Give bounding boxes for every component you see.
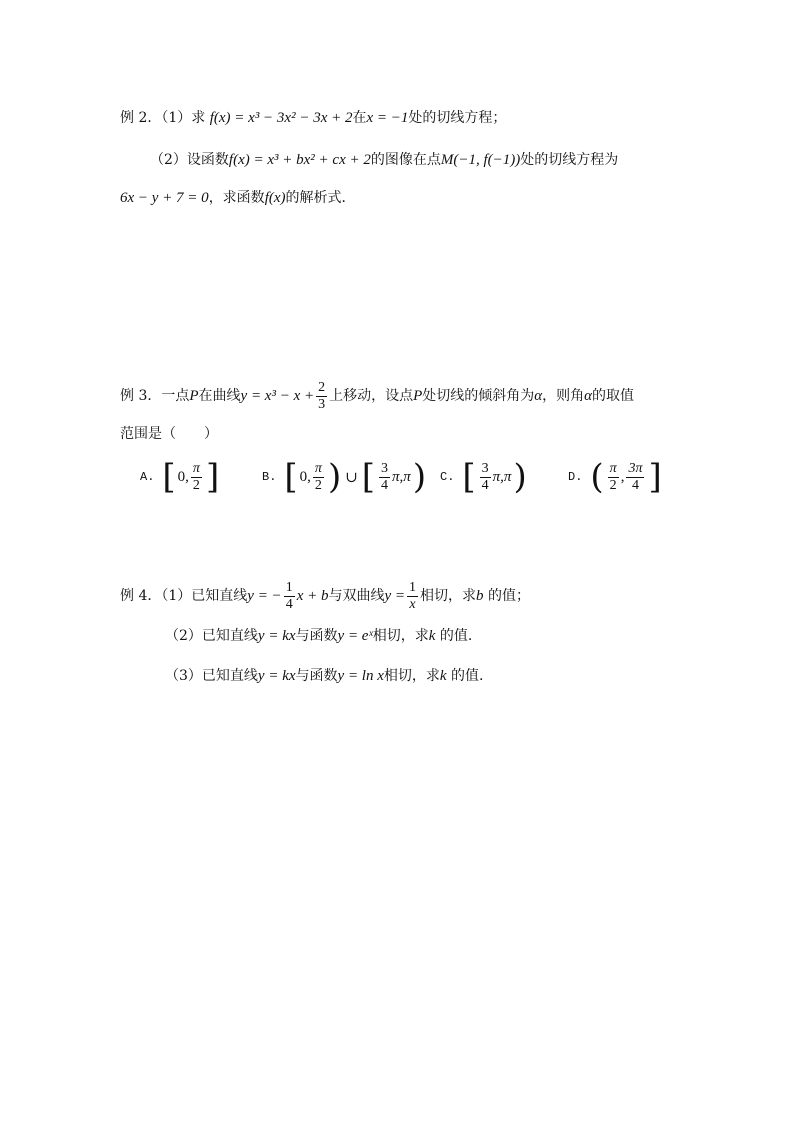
ex4-p2-suffix: 的值. (435, 628, 473, 644)
ex4-p3-suffix: 的值. (446, 668, 484, 684)
option-b-right-bracket: ) (327, 457, 342, 497)
option-d-den: 2 (609, 477, 617, 493)
option-d-comma: , (620, 468, 625, 485)
ex4-p2-var: k (428, 628, 436, 644)
ex2-line-2 (150, 150, 618, 170)
ex4-p1-den: 4 (285, 596, 293, 612)
ex3-t3: 上移动，设点 (329, 388, 414, 404)
option-c-right-bracket: ) (513, 457, 527, 497)
option-d-num-2: 3π (628, 460, 643, 476)
ex4-line-1 (120, 578, 530, 614)
option-b-lower: 0, (299, 468, 311, 485)
ex4-p3-var: k (439, 668, 447, 684)
ex4-label: 例 4． (120, 588, 162, 604)
option-a-fraction (191, 461, 202, 494)
option-b-label: B. (262, 470, 277, 484)
ex3-curve: y = x³ − x + (240, 388, 315, 404)
option-b-upper: π,π (392, 468, 411, 485)
ex4-p1-mid2: 相切，求 (420, 588, 476, 604)
option-b-left-bracket: [ (284, 457, 298, 497)
ex2-line-1 (120, 108, 506, 128)
ex4-p2-prefix: （2）已知直线 (165, 628, 258, 644)
option-a-label: A. (140, 470, 155, 484)
ex3-line-2: 范围是（ ） (120, 426, 218, 442)
ex3-alpha2: α (584, 388, 593, 404)
ex3-option-d[interactable] (568, 457, 664, 497)
option-d-left-bracket: ( (590, 457, 604, 497)
ex4-p3-prefix: （3）已知直线 (165, 668, 258, 684)
ex4-p1-num: 1 (285, 579, 293, 595)
ex2-p3-func: f(x) (264, 190, 286, 206)
option-a-den: 2 (192, 477, 200, 493)
option-d-den-2: 4 (631, 477, 639, 493)
ex2-p3-formula: 6x − y + 7 = 0 (120, 190, 209, 206)
option-d-num: π (609, 460, 617, 476)
ex4-p1-mid: 与双曲线 (328, 588, 385, 604)
ex3-option-c[interactable] (440, 457, 529, 497)
ex4-p1-num2: 1 (409, 579, 416, 595)
ex4-p1-fraction (284, 580, 295, 613)
ex3-t6: 的取值 (592, 388, 635, 404)
option-d-label: D. (568, 470, 583, 484)
option-d-right-bracket: ] (648, 457, 662, 497)
option-b-den: 2 (314, 477, 322, 493)
ex4-p3-mid: 与函数 (295, 668, 338, 684)
ex4-p2-func: y = eˣ (337, 628, 373, 644)
ex4-p1-var: b (476, 588, 484, 604)
ex3-fraction (316, 380, 327, 413)
option-b-right-bracket-2: ) (412, 457, 427, 497)
ex4-p2-mid: 与函数 (295, 628, 338, 644)
ex3-point-p: P (189, 388, 199, 404)
ex3-option-b[interactable] (262, 457, 428, 497)
option-b-den-2: 4 (381, 477, 389, 493)
ex2-line-3 (120, 188, 356, 208)
ex2-p1-prefix: （1）求 (161, 110, 210, 126)
option-b-num-2: 3 (381, 460, 389, 476)
ex4-p1-fraction-2 (407, 580, 418, 613)
option-a-num: π (192, 460, 200, 476)
ex4-p1-prefix: （1）已知直线 (161, 588, 248, 604)
ex4-p3-mid2: 相切，求 (383, 668, 440, 684)
ex4-p1-line-b: x + b (296, 588, 329, 604)
ex2-p1-mid: 在 (352, 110, 367, 126)
option-a-left-bracket: [ (162, 457, 176, 497)
ex4-p1-den2: x (409, 596, 416, 612)
ex3-frac-den: 3 (318, 396, 326, 412)
ex3-t2: 在曲线 (198, 388, 241, 404)
ex4-p2-mid2: 相切，求 (372, 628, 429, 644)
option-d-fraction-1 (608, 461, 619, 494)
option-b-union: ∪ (345, 469, 358, 486)
option-a-right-bracket: ] (205, 457, 220, 497)
option-c-fraction (480, 461, 491, 494)
ex3-line-1 (120, 378, 634, 414)
ex4-p3-func: y = ln x (337, 668, 384, 684)
ex2-p1-formula: f(x) = x³ − 3x² − 3x + 2 (209, 110, 353, 126)
ex2-p2-point: M(−1, f(−1)) (440, 152, 521, 168)
option-b-num: π (314, 460, 322, 476)
option-b-fraction-2 (379, 461, 390, 494)
option-a-lower: 0, (177, 468, 189, 485)
option-b-left-bracket-2: [ (361, 457, 376, 497)
ex4-p1-curve: y = (384, 588, 405, 604)
ex3-t5: ，则角 (542, 388, 585, 404)
ex4-line-2 (165, 626, 472, 646)
ex3-point-p2: P (413, 388, 423, 404)
option-b-fraction-1 (313, 461, 324, 494)
ex2-p1-point: x = −1 (366, 110, 409, 126)
ex4-p1-line-a: y = − (247, 588, 282, 604)
option-c-left-bracket: [ (462, 457, 476, 497)
ex4-p3-line: y = kx (257, 668, 296, 684)
ex2-label: 例 2． (120, 110, 162, 126)
option-c-den: 4 (481, 477, 489, 493)
option-c-upper: π,π (492, 468, 512, 485)
option-d-fraction-2 (626, 461, 644, 494)
option-c-label: C. (440, 470, 455, 484)
ex2-p2-prefix: （2）设函数 (150, 152, 229, 168)
ex3-t1: 一点 (161, 388, 190, 404)
option-c-num: 3 (481, 460, 489, 476)
ex3-frac-num: 2 (318, 379, 326, 395)
ex2-p3-suffix: 的解析式． (285, 190, 356, 206)
ex4-p2-line: y = kx (257, 628, 296, 644)
ex2-p1-suffix: 处的切线方程； (408, 110, 507, 126)
ex2-p2-mid: 的图像在点 (370, 152, 441, 168)
ex3-alpha: α (534, 388, 543, 404)
ex4-line-3 (165, 666, 483, 686)
ex3-label: 例 3． (120, 388, 162, 404)
ex3-t4: 处切线的倾斜角为 (422, 388, 535, 404)
ex2-p3-mid: ，求函数 (208, 190, 265, 206)
ex4-p1-suffix: 的值； (483, 588, 530, 604)
ex2-p2-suffix: 处的切线方程为 (520, 152, 619, 168)
ex2-p2-formula: f(x) = x³ + bx² + cx + 2 (228, 152, 371, 168)
ex3-option-a[interactable] (140, 457, 221, 497)
